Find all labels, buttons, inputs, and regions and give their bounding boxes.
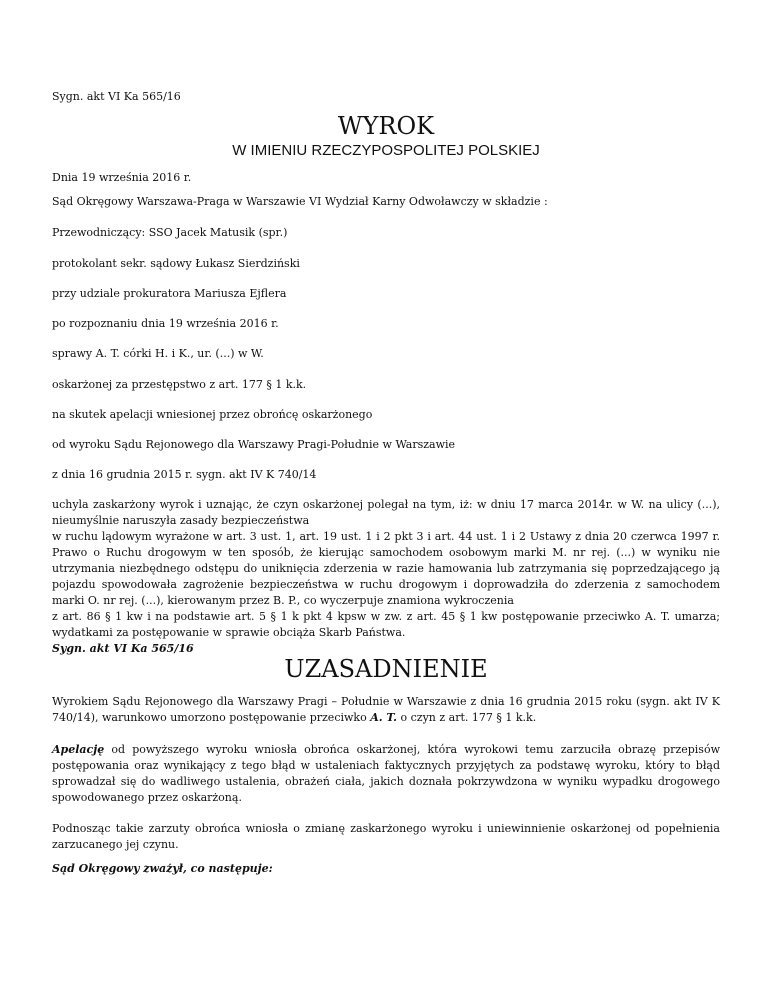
presiding-judge: Przewodniczący: SSO Jacek Matusik (spr.) [52, 226, 288, 239]
lower-court-date: z dnia 16 grudnia 2015 r. sygn. akt IV K 740/14 [52, 468, 317, 481]
judgment-date: Dnia 19 września 2016 r. [52, 171, 192, 184]
justification-paragraph-2: Apelację od powyższego wyroku wniosła obrońca oskarżonej, która wyrokowi temu zarzuciła obrazę przepisów postępowania oraz wynikający z tego błąd w ustaleniach faktycznych przyjętych za podstawę wyroku, który to błąd sprowadzał się do wadliwego ustalenia, obrażeń ciała, jakich doznała pokrzywdzona w wyniku wypadku drogowego spowodowanego przez oskarżoną. [52, 743, 720, 804]
lower-court-judgment: od wyroku Sądu Rejonowego dla Warszawy Pragi-Południe w Warszawie [52, 438, 456, 451]
justification-title: UZASADNIENIE [284, 655, 488, 683]
charge: oskarżonej za przestępstwo z art. 177 § 1 k.k. [52, 378, 307, 391]
court-clerk: protokolant sekr. sądowy Łukasz Sierdziński [52, 257, 300, 270]
ruling-part-3: z art. 86 § 1 kw i na podstawie art. 5 § 1 k pkt 4 kpsw w zw. z art. 45 § 1 kw postępowanie przeciwko A. T. umarza; wydatkami za postępowanie w sprawie obciąża Skarb Państwa. [52, 610, 720, 639]
appeal-lead: Apelację [52, 743, 105, 756]
justification-signature: Sygn. akt VI Ka 565/16 [52, 642, 194, 655]
prosecutor: przy udziale prokuratora Mariusza Ejflera [52, 287, 287, 300]
justification-paragraph-1: Wyrokiem Sądu Rejonowego dla Warszawy Pragi – Południe w Warszawie z dnia 16 grudnia 2015 roku (sygn. akt IV K 740/14), warunkowo umorzono postępowanie przeciwko A. T. o czyn z art. 177 § 1 k.k. [52, 695, 720, 724]
court-considered-heading: Sąd Okręgowy zważył, co następuje: [52, 862, 273, 875]
ruling [52, 497, 720, 641]
hearing-date: po rozpoznaniu dnia 19 września 2016 r. [52, 317, 279, 330]
defendant-name: A. T. [370, 711, 397, 724]
court-composition: Sąd Okręgowy Warszawa-Praga w Warszawie VI Wydział Karny Odwoławczy w składzie : [52, 195, 548, 208]
case-signature: Sygn. akt VI Ka 565/16 [52, 90, 181, 103]
justification-paragraph-3: Podnosząc takie zarzuty obrońca wniosła o zmianę zaskarżonego wyroku i uniewinnienie oskarżonej od popełnienia zarzucanego jej czynu. [52, 822, 720, 851]
appeal-note: na skutek apelacji wniesionej przez obrońcę oskarżonego [52, 408, 373, 421]
ruling-part-1: uchyla zaskarżony wyrok i uznając, że czyn oskarżonej polegał na tym, iż: w dniu 17 marca 2014r. w W. na ulicy (...), nieumyślnie naruszyła zasady bezpieczeństwa [52, 498, 720, 527]
case-party: sprawy A. T. córki H. i K., ur. (...) w W. [52, 347, 264, 360]
judgment-title: WYROK [337, 112, 435, 140]
ruling-part-2: w ruchu lądowym wyrażone w art. 3 ust. 1, art. 19 ust. 1 i 2 pkt 3 i art. 44 ust. 1 i 2 Ustawy z dnia 20 czerwca 1997 r. Prawo o Ruchu drogowym w ten sposób, że kierując samochodem osobowym marki M. nr rej. (...) w wyniku nie utrzymania niezbędnego odstępu do uniknięcia zderzenia w razie hamowania lub zatrzymania się poprzedzającego ją pojazdu spowodowała zagrożenie bezpieczeństwa w ruchu drogowym i doprowadziła do zderzenia z samochodem marki O. nr rej. (...), kierowanym przez B. P., co wyczerpuje znamiona wykroczenia [52, 530, 720, 607]
judgment-subtitle: W IMIENIU RZECZYPOSPOLITEJ POLSKIEJ [232, 142, 540, 159]
